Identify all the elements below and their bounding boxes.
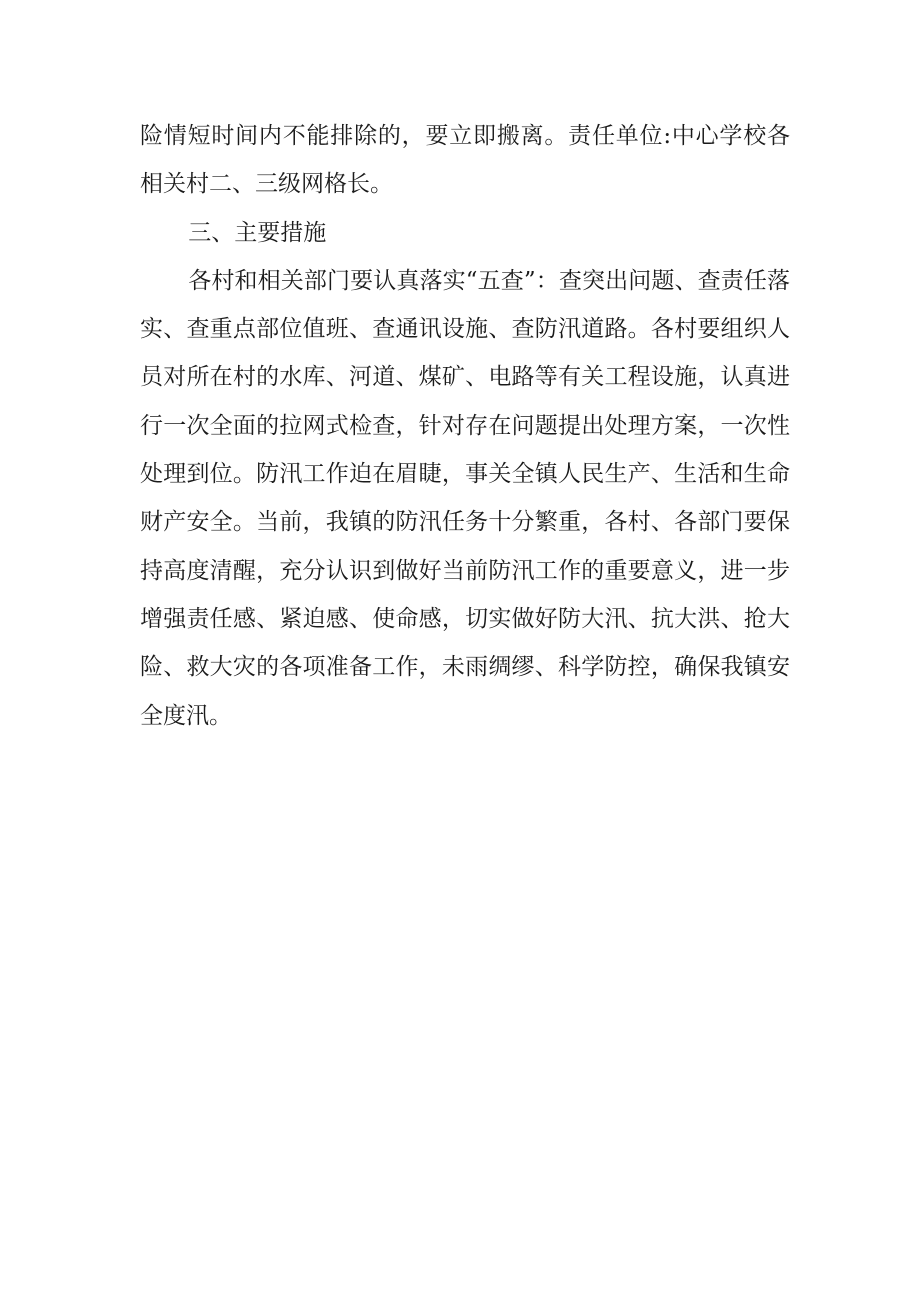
paragraph-continuation: 险情短时间内不能排除的，要立即搬离。责任单位:中心学校各相关村二、三级网格长。 xyxy=(140,123,790,198)
paragraph-main-measures: 各村和相关部门要认真落实“五查”：查突出问题、查责任落实、查重点部位值班、查通讯设施、查防汛道路。各村要组织人员对所在村的水库、河道、煤矿、电路等有关工程设施，认真进行一次全面的拉网式检查，针对存在问题提出处理方案，一次性处理到位。防汛工作迫在眉睫，事关全镇人民生产、生活和生命财产安全。当前，我镇的防汛任务十分繁重，各村、各部门要保持高度清醒，充分认识到做好当前防汛工作的重要意义，进一步增强责任感、紧迫感、使命感，切实做好防大汛、抗大洪、抢大险、救大灾的各项准备工作，未雨绸缪、科学防控，确保我镇安全度汛。 xyxy=(140,267,790,729)
section-heading: 三、主要措施 xyxy=(188,219,327,246)
document-body xyxy=(140,112,790,740)
